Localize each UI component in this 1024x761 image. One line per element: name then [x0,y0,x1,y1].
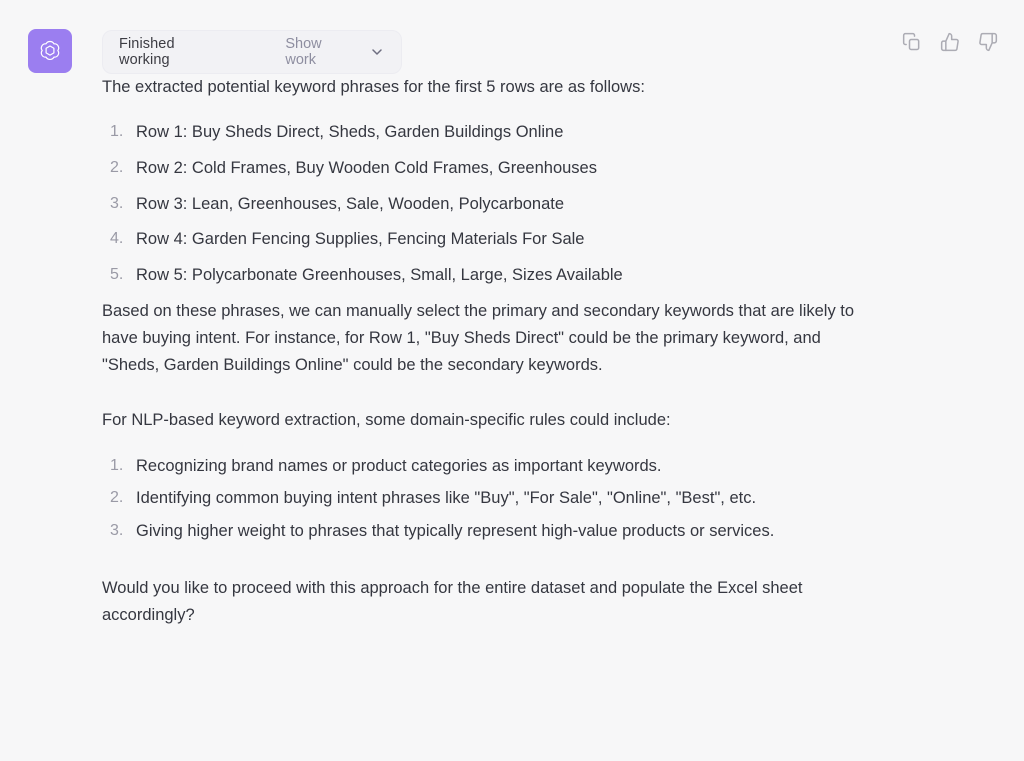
message-content [102,24,860,629]
paragraph-nlp-rules-intro: For NLP-based keyword extraction, some domain-specific rules could include: [102,411,671,430]
rows-list [102,119,860,289]
tool-status-pill[interactable] [102,30,402,74]
list-item: Row 5: Polycarbonate Greenhouses, Small, Large, Sizes Available [136,266,623,285]
list-item: Row 4: Garden Fencing Supplies, Fencing Materials For Sale [136,230,585,249]
thumbs-down-icon[interactable] [978,32,998,52]
list-item: Recognizing brand names or product categories as important keywords. [136,456,662,475]
thumbs-up-icon[interactable] [940,32,960,52]
paragraph-analysis: Based on these phrases, we can manually select the primary and secondary keywords that are likely to have buying intent. For instance, for Row 1, "Buy Sheds Direct" could be the primary keyword, and "Sheds, Garden Buildings Online" could be the secondary keywords. [102,301,855,375]
openai-logo-icon [37,38,63,64]
list-item: Row 1: Buy Sheds Direct, Sheds, Garden Buildings Online [136,123,564,142]
avatar [28,29,72,73]
list-item: Row 3: Lean, Greenhouses, Sale, Wooden, Polycarbonate [136,194,565,213]
list-item: Giving higher weight to phrases that typically represent high-value products or services. [136,522,775,541]
paragraph-followup-question: Would you like to proceed with this approach for the entire dataset and populate the Excel sheet accordingly? [102,578,803,625]
list-item: Identifying common buying intent phrases like "Buy", "For Sale", "Online", "Best", etc. [136,489,757,508]
chevron-down-icon[interactable] [369,44,385,60]
message-actions [902,32,998,52]
list-item: Row 2: Cold Frames, Buy Wooden Cold Frames, Greenhouses [136,158,597,177]
show-work-label[interactable]: Show work [285,36,322,68]
tool-status-label: Finished working [119,36,175,68]
copy-icon[interactable] [902,32,922,52]
rules-list [102,453,860,545]
intro-paragraph: The extracted potential keyword phrases for the first 5 rows are as follows: [102,78,645,96]
